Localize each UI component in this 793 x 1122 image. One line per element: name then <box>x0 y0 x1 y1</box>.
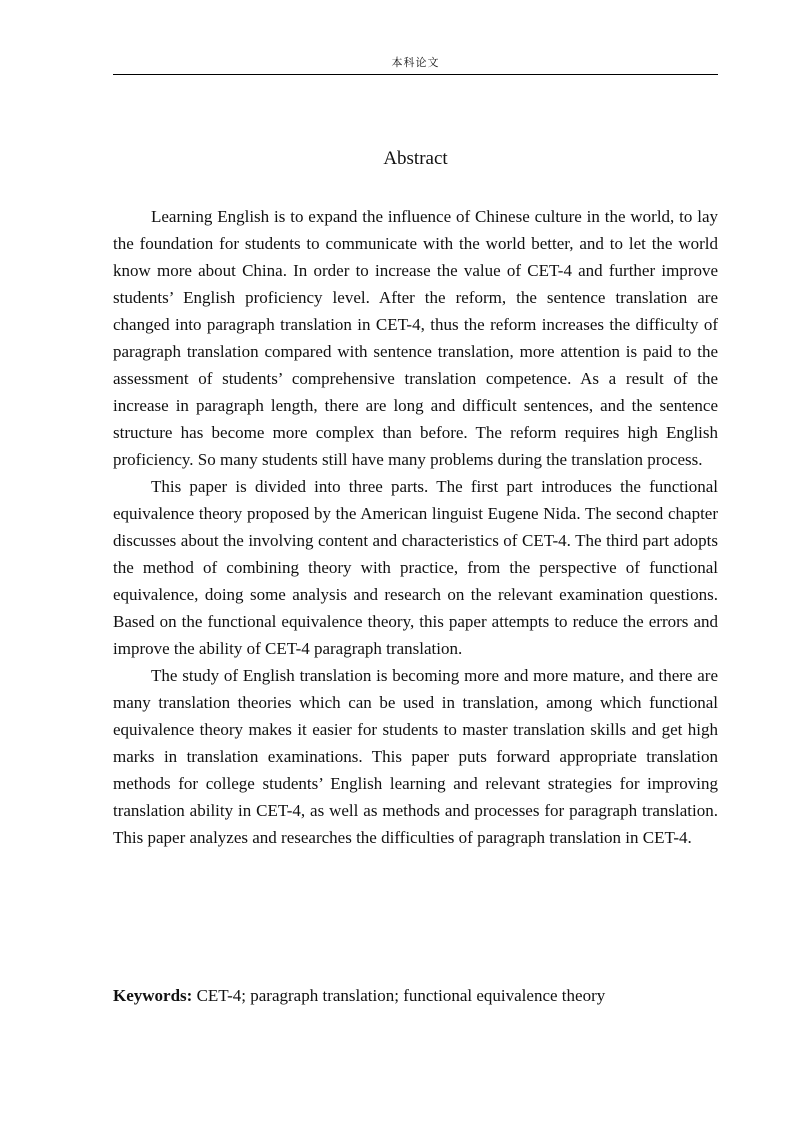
running-title: 本科论文 <box>391 56 440 69</box>
abstract-paragraph-3: The study of English translation is becoming more and more mature, and there are many translation theories which can be used in translation, among which functional equivalence theory makes it easier for students to master translation skills and get high marks in translation examinations. This paper puts forward appropriate translation methods for college students’ English learning and relevant strategies for improving translation ability in CET-4, as well as methods and processes for paragraph translation. This paper analyzes and researches the difficulties of paragraph translation in CET-4. <box>113 666 718 847</box>
abstract-body <box>113 203 718 851</box>
abstract-paragraph-1: Learning English is to expand the influence of Chinese culture in the world, to lay the foundation for students to communicate with the world better, and to let the world know more about China. In order to increase the value of CET-4 and further improve students’ English proficiency level. After the reform, the sentence translation are changed into paragraph translation in CET-4, thus the reform increases the difficulty of paragraph translation compared with sentence translation, more attention is paid to the assessment of students’ comprehensive translation competence. As a result of the increase in paragraph length, there are long and difficult sentences, and the sentence structure has become more complex than before. The reform requires high English proficiency. So many students still have many problems during the translation process. <box>113 207 718 469</box>
keywords-label: Keywords: <box>113 986 193 1005</box>
abstract-title: Abstract <box>383 148 448 169</box>
page-header <box>113 56 718 75</box>
keywords-value: CET-4; paragraph translation; functional equivalence theory <box>192 986 606 1005</box>
keywords-line <box>113 982 718 1009</box>
abstract-paragraph-2: This paper is divided into three parts. The first part introduces the functional equivalence theory proposed by the American linguist Eugene Nida. The second chapter discusses about the involving content and characteristics of CET-4. The third part adopts the method of combining theory with practice, from the perspective of functional equivalence, doing some analysis and research on the relevant examination questions. Based on the functional equivalence theory, this paper attempts to reduce the errors and improve the ability of CET-4 paragraph translation. <box>113 477 718 658</box>
